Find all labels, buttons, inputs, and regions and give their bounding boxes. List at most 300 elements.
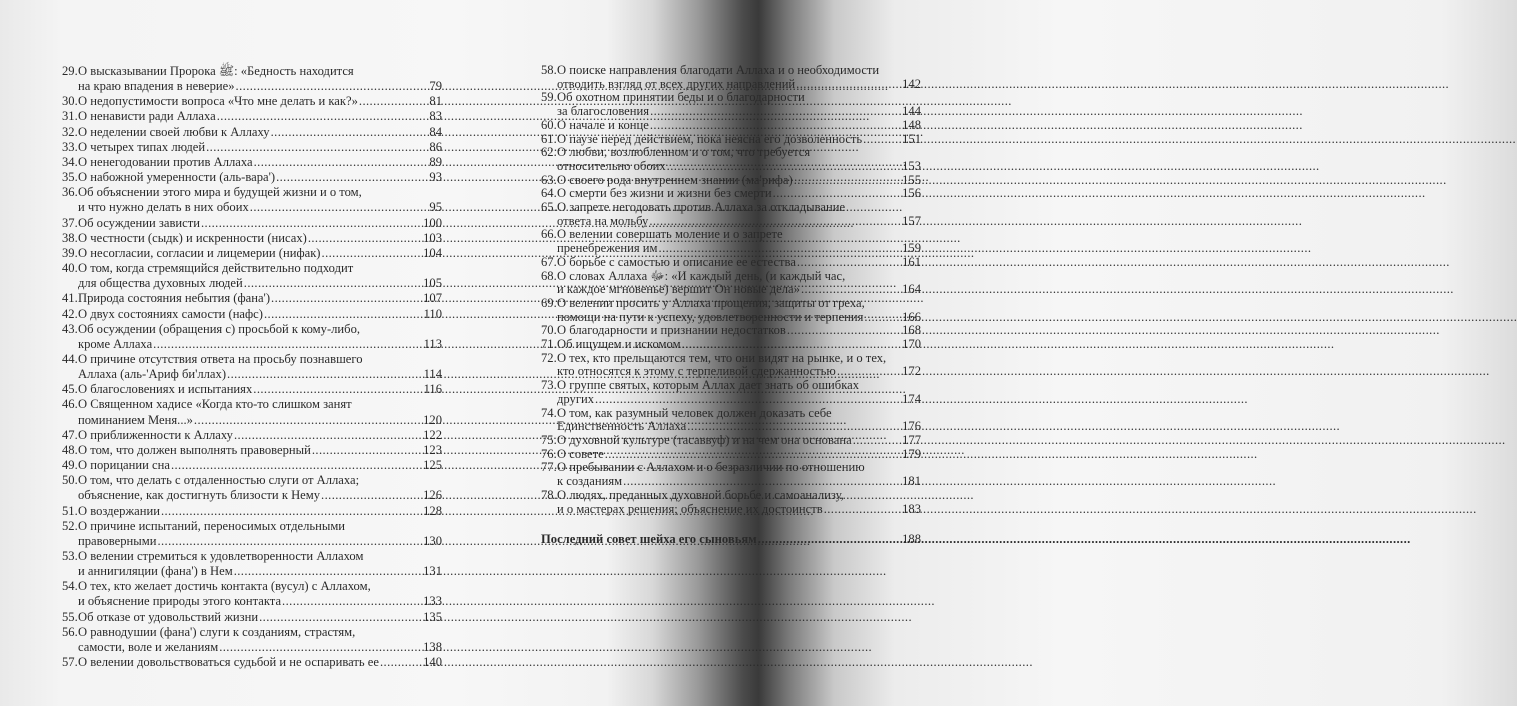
dot-leader xyxy=(282,594,422,609)
entry-number: 48. xyxy=(62,442,78,457)
entry-number: 61. xyxy=(541,131,557,146)
final-entry-title: Последний совет шейха его сыновьям xyxy=(541,532,757,546)
entry-title-line: О велении стремиться к удовлетворенности Аллахом xyxy=(78,549,364,563)
entry-title-line: Об отказе от удовольствий жизни xyxy=(78,609,259,624)
entry-number: 44. xyxy=(62,351,78,366)
entry-title-line: и о мастерах решения; объяснение их достоинств xyxy=(557,501,823,516)
entry-title-line: О двух состояниях самости (нафс) xyxy=(78,306,263,321)
entry-title-line: О запрете негодовать против Аллаха за откладывание xyxy=(557,200,846,215)
entry-last-line xyxy=(557,78,921,92)
entry-number: 35. xyxy=(62,170,78,185)
entry-page-number: 151 xyxy=(902,131,921,146)
entry-page-number: 113 xyxy=(423,336,442,351)
dot-leader xyxy=(276,170,428,185)
dot-leader xyxy=(359,94,429,109)
dot-leader xyxy=(234,564,422,579)
entry-number: 39. xyxy=(62,245,78,260)
entry-title-line: О людях, преданных духовной борьбе и самоанализу, xyxy=(557,487,844,502)
dot-leader xyxy=(682,338,902,352)
toc-entry xyxy=(62,216,442,231)
entry-page-number: 95 xyxy=(429,200,442,215)
toc-entry xyxy=(541,297,921,324)
entry-last-line xyxy=(557,215,921,229)
entry-page-number: 79 xyxy=(429,79,442,94)
entry-last-line xyxy=(557,311,921,325)
entry-page-number: 83 xyxy=(429,109,442,124)
entry-title-line: О смерти без жизни и жизни без смерти xyxy=(557,186,772,201)
entry-title-line: О том, что должен выполнять правоверный xyxy=(78,442,311,457)
toc-entry xyxy=(541,461,921,488)
entry-title-line: пренебрежения им xyxy=(557,241,658,256)
dot-leader xyxy=(264,307,423,322)
toc-entry xyxy=(62,246,442,261)
entry-title-line: кроме Аллаха xyxy=(78,336,153,351)
entry-last-line xyxy=(78,382,442,397)
dot-leader xyxy=(863,133,901,147)
dot-leader xyxy=(271,291,422,306)
entry-title-line: ответа на мольбу xyxy=(557,213,649,228)
entry-page-number: 155 xyxy=(902,172,921,187)
dot-leader xyxy=(219,640,422,655)
entry-title-line: и аннигиляции (фана') в Нем xyxy=(78,564,233,579)
entry-title-line: других xyxy=(557,391,595,406)
entry-title-line: О поиске направления благодати Аллаха и о необходимости xyxy=(557,63,880,77)
entry-number: 67. xyxy=(541,254,557,269)
entry-title-line: Единственность Аллаха xyxy=(557,419,687,434)
entry-title-line: Об охотном принятии беды и о благодарности xyxy=(557,90,805,105)
toc-entry xyxy=(541,338,921,352)
entry-number: 32. xyxy=(62,124,78,139)
entry-page-number: 166 xyxy=(902,309,921,324)
entry-last-line xyxy=(78,594,442,609)
dot-leader xyxy=(667,160,901,174)
entry-number: 42. xyxy=(62,306,78,321)
entry-title-line: и каждое мгновенье) вершит Он новые дела» xyxy=(557,282,800,297)
entry-last-line xyxy=(78,125,442,140)
toc-entry xyxy=(62,64,442,94)
entry-title-line: О словах Аллаха ﷻ: «И каждый день, (и каждый час, xyxy=(557,268,846,283)
toc-entry xyxy=(541,64,921,91)
entry-title-line: к созданиям xyxy=(557,474,623,489)
toc-entry xyxy=(62,140,442,155)
toc-entry xyxy=(541,228,921,255)
entry-page-number: 176 xyxy=(902,419,921,434)
toc-entry xyxy=(541,434,921,448)
entry-number: 75. xyxy=(541,432,557,447)
dot-leader xyxy=(824,503,901,517)
dot-leader xyxy=(801,283,901,297)
entry-title-line: О приближенности к Аллаху xyxy=(78,427,233,442)
entry-last-line xyxy=(557,420,921,434)
entry-title-line: О пребывании с Аллахом и о безразличии по отношению xyxy=(557,460,865,475)
entry-title-line: за благословения xyxy=(557,104,650,119)
entry-title-line: О причине отсутствия ответа на просьбу познавшего xyxy=(78,351,363,366)
entry-title-line: О честности (сыдк) и искренности (нисах) xyxy=(78,230,307,245)
entry-page-number: 168 xyxy=(902,323,921,338)
entry-page-number: 103 xyxy=(423,230,442,245)
entry-last-line xyxy=(78,413,442,428)
entry-last-line xyxy=(557,324,921,338)
dot-leader xyxy=(308,231,422,246)
entry-last-line xyxy=(557,174,921,188)
entry-number: 38. xyxy=(62,230,78,245)
entry-number: 65. xyxy=(541,200,557,215)
toc-entry xyxy=(62,352,442,382)
entry-page-number: 159 xyxy=(902,241,921,256)
entry-page-number: 130 xyxy=(423,533,442,548)
entry-page-number: 183 xyxy=(902,501,921,516)
entry-last-line xyxy=(78,231,442,246)
entry-title-line: О ненегодовании против Аллаха xyxy=(78,154,253,169)
entry-title-line: О недопустимости вопроса «Что мне делать и как?» xyxy=(78,94,358,109)
entry-last-line xyxy=(78,276,442,291)
entry-title-line: О воздержании xyxy=(78,503,160,518)
entry-title-line: О духовной культуре (тасаввуф) и на чем она основана xyxy=(557,432,852,447)
toc-entry xyxy=(62,170,442,185)
dot-leader xyxy=(234,428,422,443)
entry-number: 51. xyxy=(62,503,78,518)
dot-leader xyxy=(244,276,422,291)
entry-last-line xyxy=(78,79,442,94)
dot-leader xyxy=(837,365,901,379)
dot-leader xyxy=(623,475,901,489)
entry-number: 60. xyxy=(541,117,557,132)
toc-entry xyxy=(62,307,442,322)
entry-page-number: 148 xyxy=(902,117,921,132)
entry-title-line: О паузе перед действием, пока неясна его дозволенность xyxy=(557,131,863,146)
dot-leader xyxy=(659,242,902,256)
entry-title-line: О неделении своей любви к Аллаху xyxy=(78,124,270,139)
entry-title-line: О велении довольствоваться судьбой и не оспаривать ее xyxy=(78,655,379,670)
toc-entry xyxy=(62,109,442,124)
entry-title-line: О Священном хадисе «Когда кто-то слишком занят xyxy=(78,397,352,412)
dot-leader xyxy=(254,155,429,170)
toc-entry xyxy=(62,155,442,170)
entry-title-line: О набожной умеренности (аль-вара') xyxy=(78,170,276,185)
entry-title-line: Аллаха (аль-'Ариф би'ллах) xyxy=(78,367,227,382)
entry-number: 70. xyxy=(541,323,557,338)
entry-number: 76. xyxy=(541,446,557,461)
toc-entry xyxy=(62,125,442,140)
entry-number: 31. xyxy=(62,109,78,124)
entry-number: 69. xyxy=(541,295,557,310)
entry-last-line xyxy=(557,283,921,297)
entry-page-number: 110 xyxy=(423,306,442,321)
dot-leader xyxy=(853,434,901,448)
dot-leader xyxy=(595,393,901,407)
entry-number: 77. xyxy=(541,460,557,475)
entry-title-line: Об объяснении этого мира и будущей жизни и о том, xyxy=(78,185,362,200)
entry-title-line: О том, когда стремящийся действительно подходит xyxy=(78,261,354,276)
entry-page-number: 157 xyxy=(902,213,921,228)
entry-number: 30. xyxy=(62,94,78,109)
entry-title-line: О борьбе с самостью и описание ее естества xyxy=(557,254,796,269)
entry-number: 62. xyxy=(541,145,557,160)
entry-number: 68. xyxy=(541,268,557,283)
dot-leader xyxy=(253,382,422,397)
entry-title-line: помощи на пути к успеху, удовлетворенности и терпения xyxy=(557,309,864,324)
entry-title-line: О тех, кто прельщаются тем, что они видят на рынке, и о тех, xyxy=(557,350,887,365)
toc-entry xyxy=(62,610,442,625)
toc-entry xyxy=(62,549,442,579)
entry-number: 54. xyxy=(62,579,78,594)
entry-page-number: 107 xyxy=(423,291,442,306)
toc-entry xyxy=(541,352,921,379)
toc-entry xyxy=(541,133,921,147)
entry-last-line xyxy=(78,610,442,625)
entry-page-number: 114 xyxy=(423,367,442,382)
entry-last-line xyxy=(78,367,442,382)
entry-number: 49. xyxy=(62,458,78,473)
dot-leader xyxy=(322,246,423,261)
entry-number: 73. xyxy=(541,378,557,393)
entry-page-number: 177 xyxy=(902,432,921,447)
entry-number: 50. xyxy=(62,473,78,488)
entry-last-line xyxy=(557,256,921,270)
toc-entry xyxy=(62,231,442,246)
entry-last-line xyxy=(78,488,442,503)
toc-entry xyxy=(62,322,442,352)
entry-last-line xyxy=(78,504,442,519)
dot-leader xyxy=(153,337,422,352)
entry-last-line xyxy=(78,109,442,124)
dot-leader xyxy=(201,216,422,231)
entry-last-line xyxy=(557,187,921,201)
dot-leader xyxy=(649,215,901,229)
entry-number: 29. xyxy=(62,64,78,78)
entry-title-line: Об осуждении зависти xyxy=(78,215,200,230)
toc-entry xyxy=(62,397,442,427)
entry-last-line xyxy=(78,564,442,579)
entry-title-line: О велении просить у Аллаха прощения, защиты от греха, xyxy=(557,295,865,310)
dot-leader xyxy=(796,78,901,92)
entry-last-line xyxy=(557,133,921,147)
entry-page-number: 123 xyxy=(423,442,442,457)
entry-last-line xyxy=(557,448,921,462)
entry-title-line: О равнодушии (фана') слуги к созданиям, страстям, xyxy=(78,624,356,639)
entry-last-line xyxy=(78,428,442,443)
entry-page-number: 93 xyxy=(429,170,442,185)
entry-last-line xyxy=(78,155,442,170)
entry-last-line xyxy=(557,434,921,448)
entry-title-line: Об ищущем и искомом xyxy=(557,337,681,352)
entry-title-line: Об осуждении (обращения с) просьбой к кому-либо, xyxy=(78,321,361,336)
dot-leader xyxy=(380,655,422,670)
entry-last-line xyxy=(557,160,921,174)
entry-title-line: О ненависти ради Аллаха xyxy=(78,109,216,124)
entry-title-line: О велении совершать моление и о запрете xyxy=(557,227,783,242)
entry-title-line: О группе святых, которым Аллах дает знать об ошибках xyxy=(557,378,860,393)
entry-last-line xyxy=(557,338,921,352)
entry-last-line xyxy=(557,393,921,407)
entry-page-number: 172 xyxy=(902,364,921,379)
entry-last-line xyxy=(78,458,442,473)
entry-title-line: самости, воле и желаниям xyxy=(78,639,219,654)
entry-last-line xyxy=(78,216,442,231)
entry-last-line xyxy=(78,307,442,322)
toc-entry xyxy=(541,379,921,406)
toc-entry xyxy=(62,625,442,655)
dot-leader xyxy=(605,448,901,462)
toc-entry xyxy=(541,270,921,297)
toc-entry xyxy=(62,382,442,397)
entry-title-line: О несогласии, согласии и лицемерии (нифак) xyxy=(78,245,321,260)
entry-page-number: 104 xyxy=(423,245,442,260)
entry-last-line xyxy=(557,365,921,379)
entry-last-line xyxy=(557,119,921,133)
entry-last-line xyxy=(78,655,442,670)
entry-page-number: 164 xyxy=(902,282,921,297)
toc-entry xyxy=(62,443,442,458)
entry-page-number: 122 xyxy=(423,427,442,442)
toc-entry xyxy=(62,428,442,443)
entry-page-number: 126 xyxy=(423,488,442,503)
toc-entry xyxy=(62,94,442,109)
toc-entry xyxy=(62,579,442,609)
toc-entry xyxy=(62,185,442,215)
entry-page-number: 84 xyxy=(429,124,442,139)
entry-title-line: объяснение, как достигнуть близости к Нему xyxy=(78,488,321,503)
entry-last-line xyxy=(78,291,442,306)
entry-last-line xyxy=(78,443,442,458)
dot-leader xyxy=(864,311,901,325)
toc-entry xyxy=(62,458,442,473)
entry-number: 72. xyxy=(541,350,557,365)
dot-leader xyxy=(687,420,901,434)
entry-last-line xyxy=(78,170,442,185)
entry-number: 36. xyxy=(62,185,78,200)
dot-leader xyxy=(236,79,429,94)
entry-title-line: относительно обоих xyxy=(557,158,666,173)
toc-final-entry xyxy=(541,532,921,546)
entry-page-number: 131 xyxy=(423,564,442,579)
entry-title-line: О причине испытаний, переносимых отдельными xyxy=(78,518,346,533)
dot-leader xyxy=(206,140,428,155)
toc-entry xyxy=(62,655,442,670)
toc-entry xyxy=(541,146,921,173)
entry-number: 53. xyxy=(62,549,78,563)
entry-title-line: О благодарности и признании недостатков xyxy=(557,323,786,338)
entry-last-line xyxy=(557,475,921,489)
toc-entry xyxy=(541,91,921,118)
entry-page-number: 86 xyxy=(429,139,442,154)
entry-page-number: 179 xyxy=(902,446,921,461)
entry-title-line: О совете xyxy=(557,446,604,461)
dot-leader xyxy=(650,105,901,119)
dot-leader xyxy=(787,324,901,338)
entry-page-number: 133 xyxy=(423,594,442,609)
toc-entry xyxy=(62,473,442,503)
entry-last-line xyxy=(78,337,442,352)
entry-page-number: 142 xyxy=(902,76,921,91)
entry-title-line: О четырех типах людей xyxy=(78,139,206,154)
dot-leader xyxy=(171,458,422,473)
toc-entry xyxy=(541,448,921,462)
entry-title-line: и объяснение природы этого контакта xyxy=(78,594,282,609)
dot-leader xyxy=(794,174,901,188)
entry-title-line: О своего рода внутреннем знании (ма'рифа) xyxy=(557,172,793,187)
entry-number: 59. xyxy=(541,90,557,105)
entry-number: 40. xyxy=(62,261,78,276)
entry-title-line: для общества духовных людей xyxy=(78,276,243,291)
entry-number: 43. xyxy=(62,321,78,336)
toc-entry xyxy=(541,407,921,434)
entry-number: 78. xyxy=(541,487,557,502)
entry-page-number: 174 xyxy=(902,391,921,406)
entry-last-line xyxy=(78,200,442,215)
entry-page-number: 105 xyxy=(423,276,442,291)
entry-title-line: и что нужно делать в них обоих xyxy=(78,200,249,215)
entry-title-line: О начале и конце xyxy=(557,117,649,132)
entry-last-line xyxy=(78,534,442,549)
entry-number: 52. xyxy=(62,518,78,533)
final-entry-page: 188 xyxy=(902,532,921,546)
entry-last-line xyxy=(78,640,442,655)
dot-leader xyxy=(161,504,422,519)
dot-leader xyxy=(773,187,901,201)
entry-number: 66. xyxy=(541,227,557,242)
toc-left-page xyxy=(62,64,442,670)
dot-leader xyxy=(194,413,422,428)
toc-entry xyxy=(62,261,442,291)
entry-number: 58. xyxy=(541,63,557,77)
entry-last-line xyxy=(557,503,921,517)
dot-leader xyxy=(312,443,422,458)
entry-title-line: О высказывании Пророка ﷺ: «Бедность находится xyxy=(78,64,354,78)
entry-number: 55. xyxy=(62,609,78,624)
entry-page-number: 81 xyxy=(429,94,442,109)
entry-title-line: правоверными xyxy=(78,533,157,548)
entry-page-number: 128 xyxy=(423,503,442,518)
entry-title-line: О том, как разумный человек должен доказать себе xyxy=(557,405,832,420)
entry-number: 74. xyxy=(541,405,557,420)
entry-number: 56. xyxy=(62,624,78,639)
entry-title-line: О порицании сна xyxy=(78,458,170,473)
entry-last-line xyxy=(78,94,442,109)
entry-number: 64. xyxy=(541,186,557,201)
entry-last-line xyxy=(78,140,442,155)
entry-page-number: 116 xyxy=(423,382,442,397)
entry-title-line: О благословениях и испытаниях xyxy=(78,382,253,397)
entry-last-line xyxy=(557,105,921,119)
entry-page-number: 181 xyxy=(902,474,921,489)
toc-entry xyxy=(62,504,442,519)
entry-number: 57. xyxy=(62,655,78,670)
dot-leader xyxy=(217,109,429,124)
toc-entry xyxy=(62,519,442,549)
dot-leader xyxy=(259,610,422,625)
toc-right-page xyxy=(541,64,921,516)
entry-number: 34. xyxy=(62,154,78,169)
entry-page-number: 120 xyxy=(423,412,442,427)
dot-leader xyxy=(157,534,422,549)
entry-page-number: 144 xyxy=(902,104,921,119)
entry-number: 33. xyxy=(62,139,78,154)
entry-page-number: 89 xyxy=(429,154,442,169)
toc-entry xyxy=(541,201,921,228)
entry-number: 63. xyxy=(541,172,557,187)
entry-number: 41. xyxy=(62,291,78,306)
entry-last-line xyxy=(557,242,921,256)
entry-title-line: Природа состояния небытия (фана') xyxy=(78,291,271,306)
entry-last-line xyxy=(78,246,442,261)
toc-entry xyxy=(541,119,921,133)
entry-title-line: поминанием Меня...» xyxy=(78,412,193,427)
entry-title-line: отводить взгляд от всех других направлений xyxy=(557,76,796,91)
entry-number: 45. xyxy=(62,382,78,397)
entry-title-line: О тех, кто желает достичь контакта (вусул) с Аллахом, xyxy=(78,579,371,594)
dot-leader xyxy=(321,488,422,503)
